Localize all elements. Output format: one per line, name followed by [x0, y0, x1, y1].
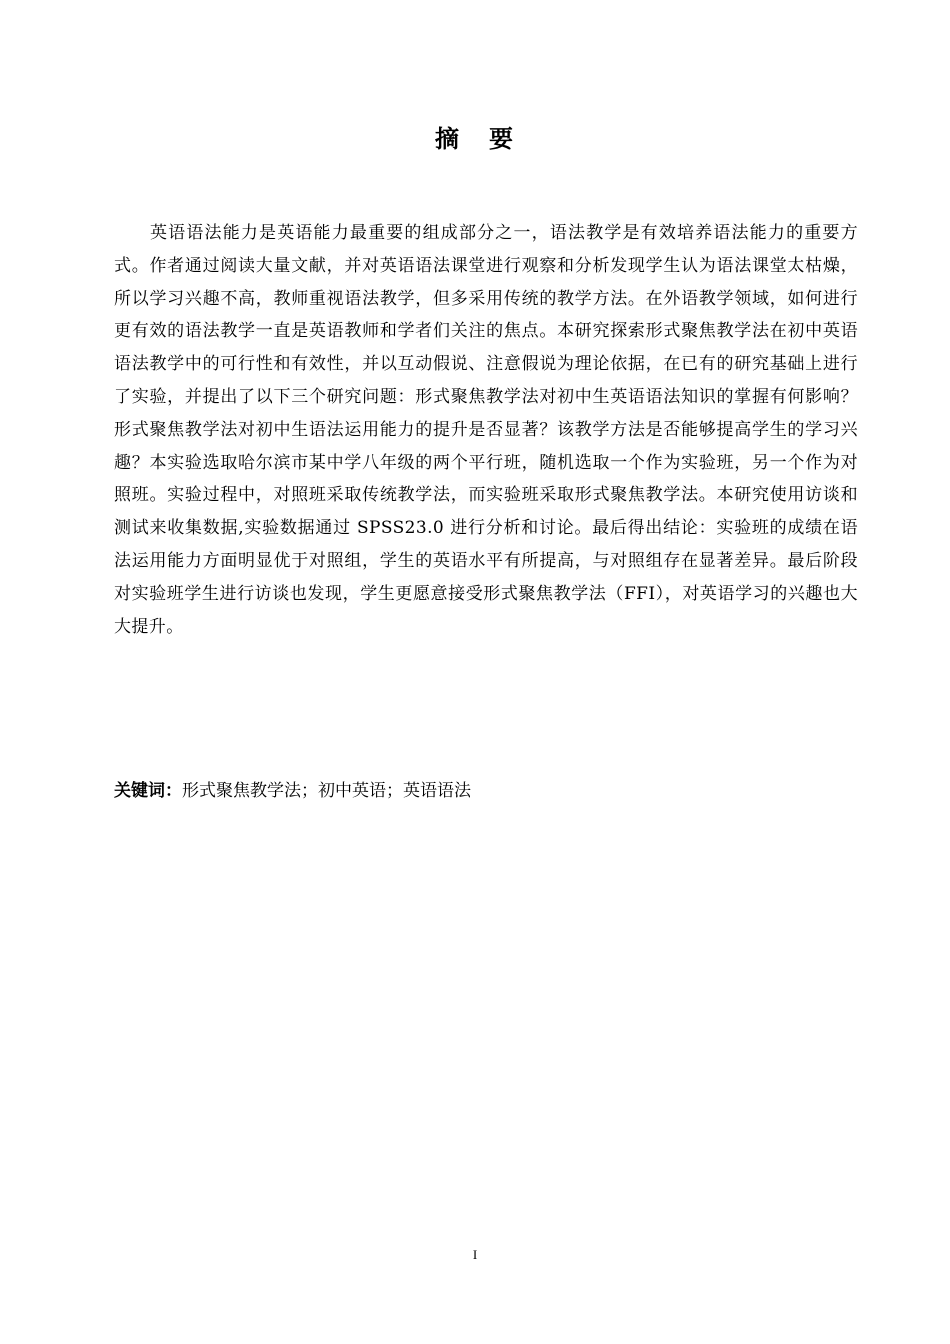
abstract-paragraph: 英语语法能力是英语能力最重要的组成部分之一，语法教学是有效培养语法能力的重要方式。作者通过阅读大量文献，并对英语语法课堂进行观察和分析发现学生认为语法课堂太枯燥，所以学习兴趣不高，教师重视语法教学，但多采用传统的教学方法。在外语教学领域，如何进行更有效的语法教学一直是英语教师和学者们关注的焦点。本研究探索形式聚焦教学法在初中英语语法教学中的可行性和有效性，并以互动假说、注意假说为理论依据，在已有的研究基础上进行了实验，并提出了以下三个研究问题：形式聚焦教学法对初中生英语语法知识的掌握有何影响？形式聚焦教学法对初中生语法运用能力的提升是否显著？该教学方法是否能够提高学生的学习兴趣？本实验选取哈尔滨市某中学八年级的两个平行班，随机选取一个作为实验班，另一个作为对照班。实验过程中，对照班采取传统教学法，而实验班采取形式聚焦教学法。本研究使用访谈和测试来收集数据,实验数据通过 SPSS23.0 进行分析和讨论。最后得出结论：实验班的成绩在语法运用能力方面明显优于对照组，学生的英语水平有所提高，与对照组存在显著差异。最后阶段对实验班学生进行访谈也发现，学生更愿意接受形式聚焦教学法（FFI），对英语学习的兴趣也大大提升。: [114, 223, 858, 637]
title-char-2: 要: [489, 125, 515, 153]
keywords-label: 关键词：: [114, 781, 182, 801]
title-char-1: 摘: [435, 125, 461, 153]
keywords-list: 形式聚焦教学法；初中英语；英语语法: [182, 781, 471, 801]
page-title: [0, 122, 950, 156]
page-number: I: [472, 1247, 478, 1262]
keywords-line: [114, 777, 858, 805]
